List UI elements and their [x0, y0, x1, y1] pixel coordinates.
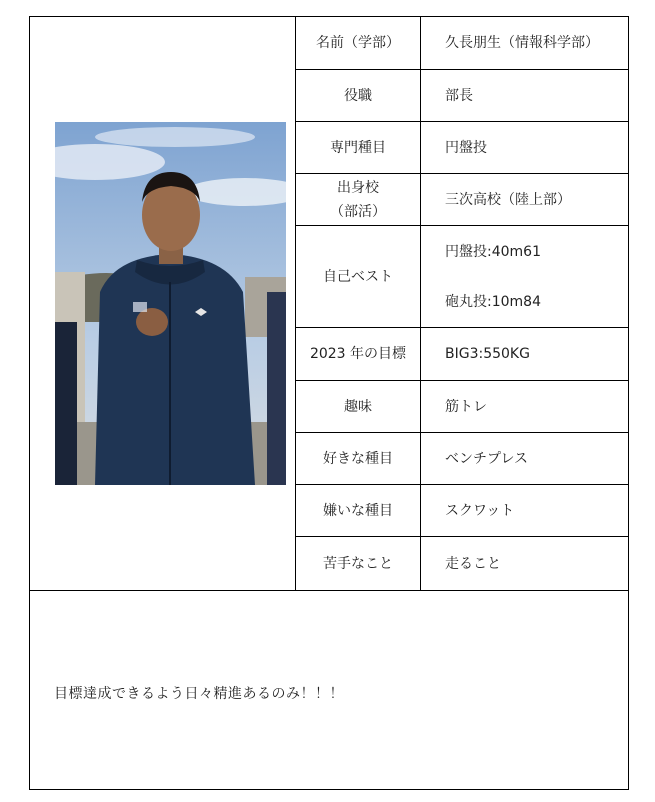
personal-best-shot-put: 砲丸投:10m84: [445, 293, 541, 310]
comment-text: 目標達成できるよう日々精進あるのみ！！！: [54, 686, 344, 702]
row-position: [296, 70, 628, 122]
row-school-label: 出身校 （部活）: [296, 174, 421, 225]
row-goal-label: 2023 年の目標: [296, 328, 421, 380]
row-personal-best-values: [421, 226, 628, 327]
row-disliked-event-value: スクワット: [445, 502, 515, 519]
profile-top-section: [30, 17, 628, 591]
row-favorite-event-label: 好きな種目: [296, 433, 421, 484]
row-weakness-label: 苦手なこと: [296, 537, 421, 590]
row-goal: [296, 328, 628, 381]
profile-card: [29, 16, 629, 790]
personal-best-discus: 円盤投:40m61: [445, 243, 541, 260]
row-hobby: [296, 381, 628, 433]
row-goal-value: BIG3:550KG: [445, 346, 530, 362]
row-hobby-value: 筋トレ: [445, 398, 487, 415]
row-disliked-event: [296, 485, 628, 537]
row-position-label: 役職: [296, 70, 421, 121]
member-photo: [55, 122, 286, 485]
photo-cell: [30, 17, 296, 590]
row-personal-best-label: 自己ベスト: [296, 226, 421, 327]
row-name-label: 名前（学部）: [296, 17, 421, 69]
row-weakness-value: 走ること: [445, 555, 501, 572]
row-school: [296, 174, 628, 226]
row-disliked-event-label: 嫌いな種目: [296, 485, 421, 536]
row-name-value: 久長朋生（情報科学部）: [445, 35, 599, 51]
row-personal-best: [296, 226, 628, 328]
row-event: [296, 122, 628, 174]
row-school-value: 三次高校（陸上部）: [445, 191, 571, 208]
row-position-value: 部長: [445, 87, 473, 104]
comment-section: [30, 591, 628, 789]
row-name: [296, 17, 628, 70]
row-favorite-event: [296, 433, 628, 485]
row-hobby-label: 趣味: [296, 381, 421, 432]
row-weakness: [296, 537, 628, 590]
row-favorite-event-value: ベンチプレス: [445, 450, 529, 467]
row-event-value: 円盤投: [445, 139, 487, 156]
row-event-label: 専門種目: [296, 122, 421, 173]
member-photo-illustration: [55, 122, 286, 485]
